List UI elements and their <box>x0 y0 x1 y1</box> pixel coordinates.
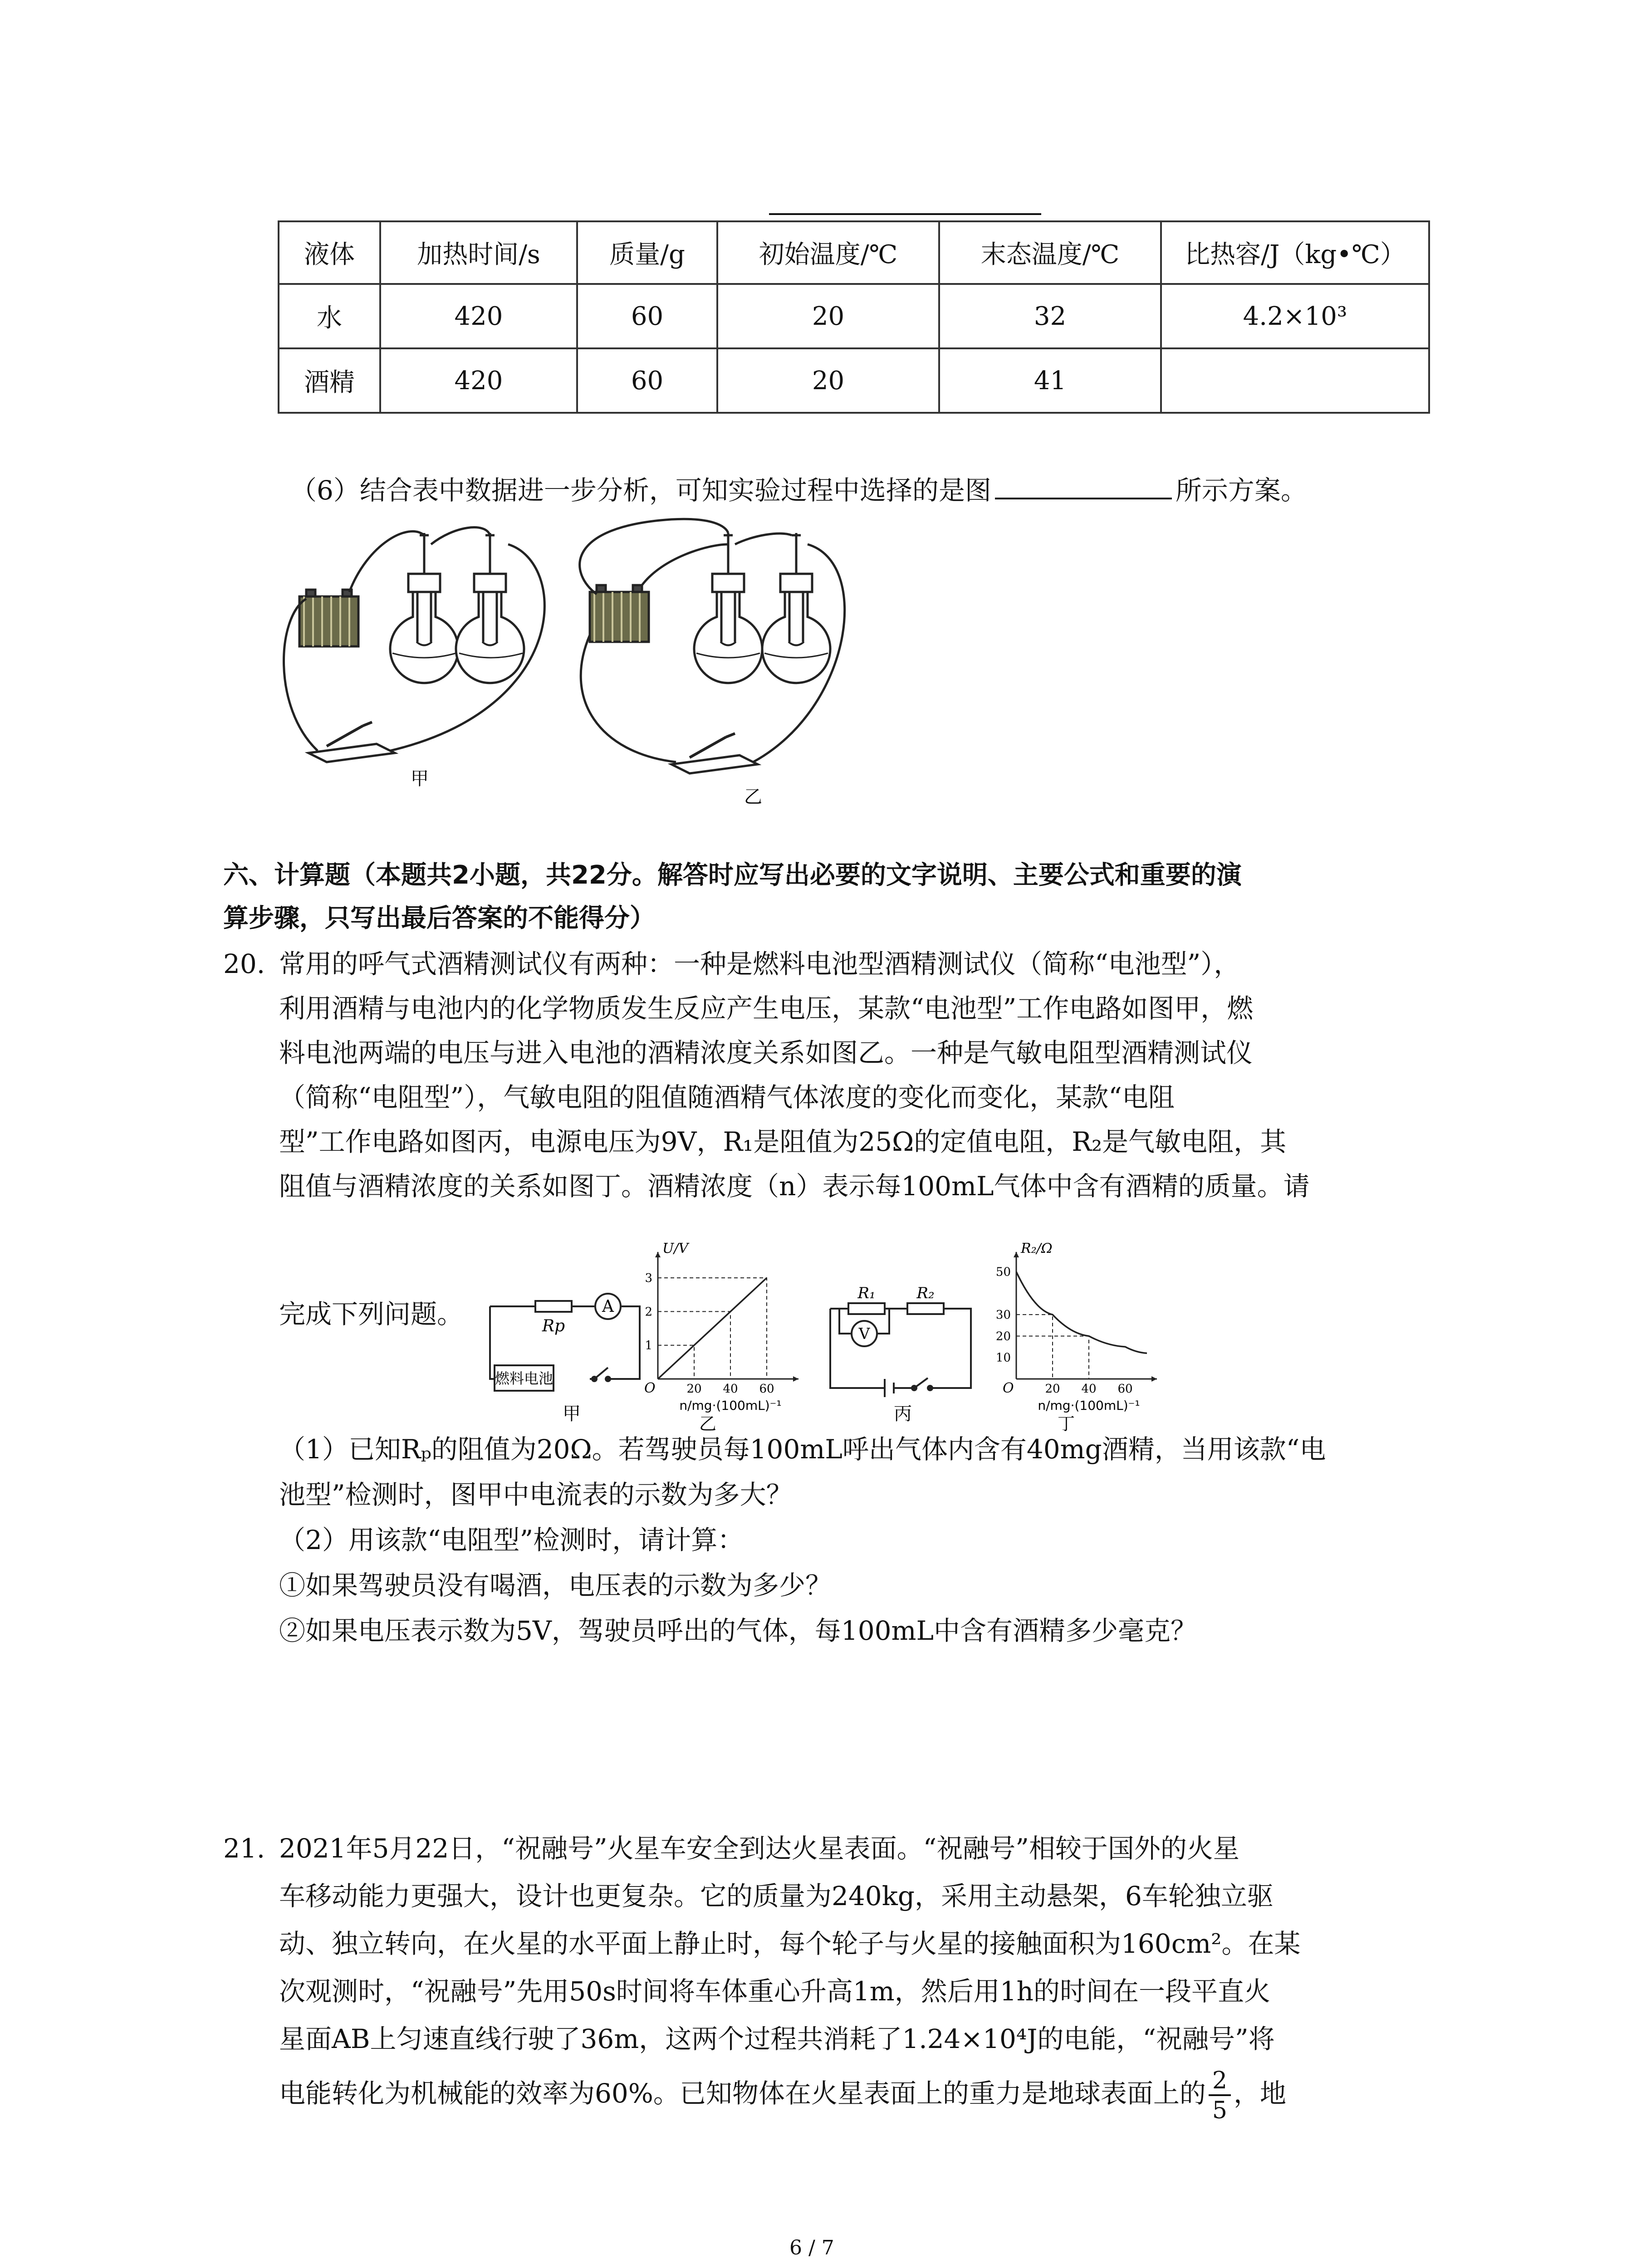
question-text: 动、独立转向，在火星的水平面上静止时，每个轮子与火星的接触面积为160cm²。在某 <box>279 1928 1301 1959</box>
x-tick-label: 60 <box>759 1382 774 1396</box>
r1-label: R₁ <box>857 1284 876 1302</box>
table-row <box>279 284 1429 348</box>
x-tick-label: 20 <box>1045 1382 1060 1396</box>
r2-label: R₂ <box>916 1284 935 1302</box>
fraction <box>1209 2069 1231 2122</box>
table-header-cell: 加热时间/s <box>380 221 577 284</box>
y-axis-arrow <box>1014 1252 1019 1257</box>
question-text: 型”工作电路如图丙，电源电压为9V，R₁是阻值为25Ω的定值电阻，R₂是气敏电阻，其 <box>279 1126 1287 1157</box>
x-axis-arrow <box>793 1376 798 1382</box>
table-cell: 20 <box>717 284 939 348</box>
table-cell: 60 <box>577 348 717 413</box>
section-heading: 六、计算题（本题共2小题，共22分。解答时应写出必要的文字说明、主要公式和重要的演 <box>223 860 1242 890</box>
table-cell: 420 <box>380 348 577 413</box>
table-cell: 60 <box>577 284 717 348</box>
question-text: （2）用该款“电阻型”检测时，请计算： <box>279 1525 744 1555</box>
table-cell: 酒精 <box>279 348 380 413</box>
y-tick-label: 3 <box>645 1271 652 1286</box>
table-header-cell: 质量/g <box>577 221 717 284</box>
experiment-data-table <box>278 220 1430 414</box>
question-text: （1）已知Rₚ的阻值为20Ω。若驾驶员每100mL呼出气体内含有40mg酒精，当用该款“电 <box>279 1434 1326 1465</box>
table-header-cell: 末态温度/℃ <box>939 221 1161 284</box>
chart-yi <box>626 1243 817 1433</box>
figure-caption: 乙 <box>699 1414 717 1433</box>
figure-caption: 丙 <box>894 1403 912 1424</box>
question-text: 利用酒精与电池内的化学物质发生反应产生电压，某款“电池型”工作电路如图甲，燃 <box>279 993 1254 1024</box>
table-row <box>279 348 1429 413</box>
guide-line <box>1016 1315 1053 1379</box>
question-19-part-6 <box>290 474 1307 506</box>
question-text: ①如果驾驶员没有喝酒，电压表的示数为多少？ <box>279 1570 832 1601</box>
ammeter-label: A <box>602 1297 614 1316</box>
y-tick-label: 10 <box>995 1351 1011 1365</box>
table-cell: 32 <box>939 284 1161 348</box>
fraction-denominator: 5 <box>1212 2097 1228 2124</box>
y-tick-label: 2 <box>645 1305 652 1319</box>
question-text: 所示方案。 <box>1175 475 1307 506</box>
question-text: 车移动能力更强大，设计也更复杂。它的质量为240kg，采用主动悬架，6车轮独立驱 <box>279 1881 1274 1911</box>
voltmeter-label: V <box>858 1325 870 1343</box>
table-cell <box>1161 348 1429 413</box>
table-header-cell: 比热容/J（kg•℃） <box>1161 221 1429 284</box>
series-line <box>1016 1272 1147 1354</box>
x-tick-label: 60 <box>1117 1382 1133 1396</box>
figure-caption: 甲 <box>563 1403 581 1424</box>
question-text: 完成下列问题。 <box>279 1299 464 1330</box>
question-text-segment: 电能转化为机械能的效率为60%。已知物体在火星表面上的重力是地球表面上的 <box>279 2078 1206 2109</box>
y-tick-label: 30 <box>995 1308 1011 1322</box>
question-number: 20. <box>223 948 265 979</box>
y-tick-label: 1 <box>645 1339 652 1353</box>
origin-label: O <box>644 1380 656 1396</box>
question-text: 常用的呼气式酒精测试仪有两种：一种是燃料电池型酒精测试仪（简称“电池型”）， <box>279 948 1240 979</box>
rp-label: Rp <box>542 1317 565 1335</box>
question-text: （6）结合表中数据进一步分析，可知实验过程中选择的是图 <box>290 475 991 506</box>
table-cell: 水 <box>279 284 380 348</box>
x-axis-arrow <box>1151 1376 1157 1382</box>
question-text: （简称“电阻型”），气敏电阻的阻值随酒精气体浓度的变化而变化，某款“电阻 <box>279 1082 1175 1113</box>
x-tick-label: 40 <box>723 1382 738 1396</box>
answer-blank[interactable] <box>995 474 1172 499</box>
origin-label: O <box>1003 1380 1014 1396</box>
table-cell: 20 <box>717 348 939 413</box>
table-cell: 420 <box>380 284 577 348</box>
question-text: 星面AB上匀速直线行驶了36m，这两个过程共消耗了1.24×10⁴J的电能，“祝融号”将 <box>279 2024 1275 2054</box>
question-text-segment: ，地 <box>1234 2078 1287 2109</box>
table-header-cell: 液体 <box>279 221 380 284</box>
y-axis-arrow <box>655 1252 661 1257</box>
x-axis-label: n/mg·(100mL)⁻¹ <box>679 1398 782 1413</box>
table-cell: 4.2×10³ <box>1161 284 1429 348</box>
y-axis-label: U/V <box>662 1243 689 1256</box>
question-text: 料电池两端的电压与进入电池的酒精浓度关系如图乙。一种是气敏电阻型酒精测试仪 <box>279 1037 1253 1068</box>
figure-caption: 丁 <box>1057 1414 1075 1433</box>
question-text: 池型”检测时，图甲中电流表的示数为多大？ <box>279 1479 793 1510</box>
question-number: 21. <box>223 1833 265 1864</box>
table-cell: 41 <box>939 348 1161 413</box>
y-axis-label: R₂/Ω <box>1021 1243 1053 1256</box>
table-header-row <box>279 221 1429 284</box>
fuel-cell-label: 燃料电池 <box>495 1370 554 1387</box>
section-heading: 算步骤，只写出最后答案的不能得分） <box>223 904 655 933</box>
apparatus-figure-jia <box>272 517 572 789</box>
table-header-cell: 初始温度/℃ <box>717 221 939 284</box>
chart-ding <box>985 1243 1184 1433</box>
question-text: 阻值与酒精浓度的关系如图丁。酒精浓度（n）表示每100mL气体中含有酒精的质量。请 <box>279 1171 1310 1202</box>
circuit-figure-bing <box>821 1284 985 1424</box>
question-text: 2021年5月22日，“祝融号”火星车安全到达火星表面。“祝融号”相较于国外的火星 <box>279 1833 1239 1864</box>
apparatus-figure-yi <box>563 517 871 807</box>
page-number: 6 / 7 <box>789 2236 834 2259</box>
x-axis-label: n/mg·(100mL)⁻¹ <box>1038 1398 1140 1413</box>
question-text: ②如果电压表示数为5V，驾驶员呼出的气体，每100mL中含有酒精多少毫克？ <box>279 1615 1197 1646</box>
figure-caption: 乙 <box>744 787 762 807</box>
question-text <box>279 2068 1286 2122</box>
x-tick-label: 20 <box>686 1382 702 1396</box>
top-answer-blank <box>769 213 1041 215</box>
y-tick-label: 20 <box>995 1330 1011 1344</box>
y-tick-label: 50 <box>995 1265 1011 1279</box>
x-tick-label: 40 <box>1081 1382 1097 1396</box>
question-text: 次观测时，“祝融号”先用50s时间将车体重心升高1m，然后用1h的时间在一段平直火 <box>279 1976 1271 2007</box>
series-line <box>658 1278 767 1379</box>
figure-caption: 甲 <box>411 768 429 789</box>
fraction-numerator: 2 <box>1209 2069 1231 2096</box>
